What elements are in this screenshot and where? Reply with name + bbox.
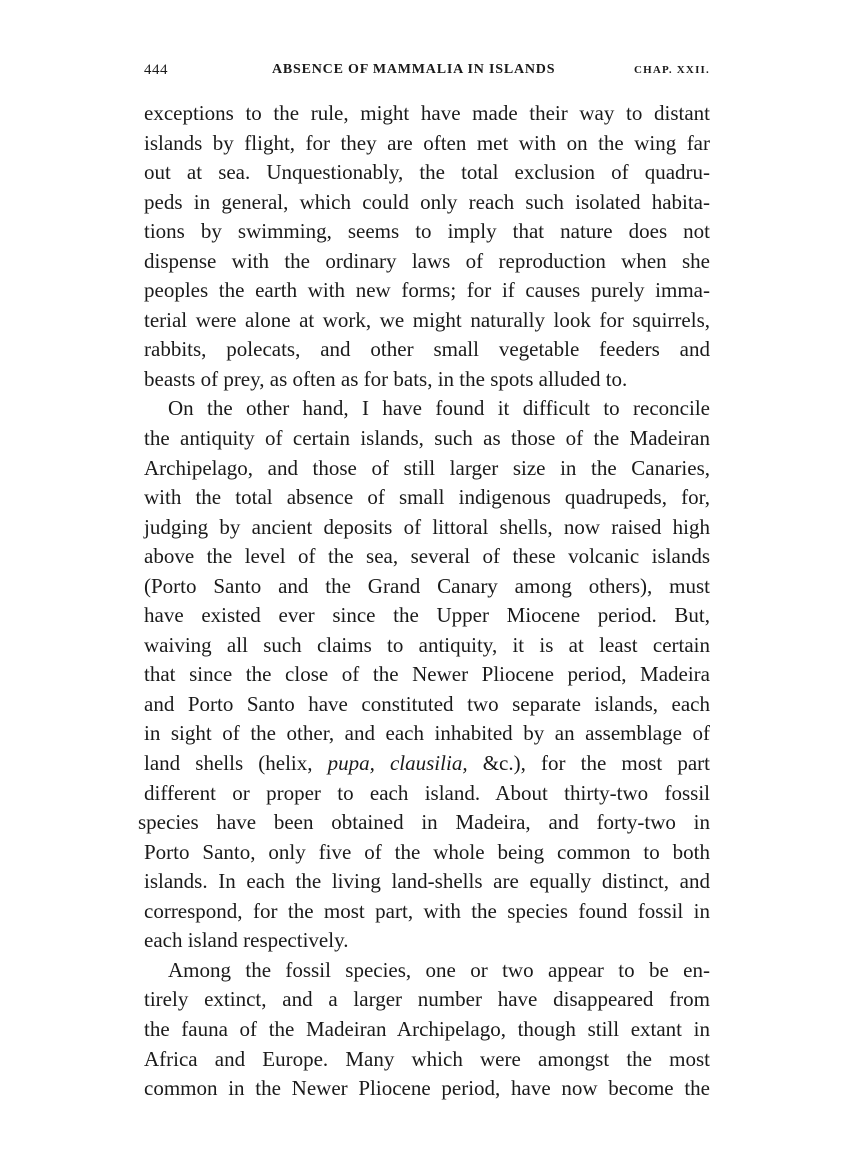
text-line: exceptions to the rule, might have made their way to distant — [144, 101, 710, 125]
text-line: Africa and Europe. Many which were amongst the most — [144, 1046, 710, 1071]
text-line: On the other hand, I have found it difficult to reconcile — [168, 396, 710, 421]
page-number: 444 — [144, 62, 168, 78]
text-line: out at sea. Unquestionably, the total exclusion of quadru- — [144, 160, 710, 185]
body-text — [138, 99, 711, 1104]
text-line: waiving all such claims to antiquity, it is at least certain — [144, 632, 710, 657]
text-line: judging by ancient deposits of littoral shells, now raised high — [144, 514, 710, 539]
text-line: in sight of the other, and each inhabited by an assemblage of — [144, 721, 710, 746]
text-line: each island respectively. — [144, 928, 349, 953]
text-line: different or proper to each island. About thirty-two fossil — [144, 780, 710, 805]
text-line: terial were alone at work, we might naturally look for squirrels, — [144, 307, 710, 332]
text-line: the fauna of the Madeiran Archipelago, though still extant in — [144, 1016, 710, 1041]
running-head — [144, 58, 710, 82]
book-page — [138, 58, 711, 1104]
text-line: tions by swimming, seems to imply that nature does not — [144, 219, 710, 244]
text-line: correspond, for the most part, with the species found fossil in — [144, 898, 710, 923]
text-line: islands. In each the living land-shells are equally distinct, and — [144, 869, 710, 894]
text-line: Porto Santo, only five of the whole being common to both — [144, 839, 710, 864]
running-title: ABSENCE OF MAMMALIA IN ISLANDS — [272, 62, 556, 77]
text-line: tirely extinct, and a larger number have disappeared from — [144, 987, 710, 1012]
chapter-label: CHAP. XXII. — [633, 64, 710, 76]
text-line: beasts of prey, as often as for bats, in the spots alluded to. — [144, 366, 628, 391]
text-line: species have been obtained in Madeira, and forty-two in — [138, 810, 710, 835]
text-line: the antiquity of certain islands, such as those of the Madeiran — [144, 426, 710, 451]
text-line: (Porto Santo and the Grand Canary among others), must — [144, 573, 710, 598]
text-line: common in the Newer Pliocene period, have now become the — [144, 1076, 710, 1101]
text-line: have existed ever since the Upper Miocene period. But, — [144, 603, 710, 628]
text-line: dispense with the ordinary laws of reproduction when she — [144, 248, 710, 273]
text-line: peoples the earth with new forms; for if causes purely imma- — [144, 278, 710, 303]
text-line: rabbits, polecats, and other small vegetable feeders and — [144, 337, 710, 362]
text-line: Among the fossil species, one or two appear to be en- — [168, 957, 710, 982]
text-line: Archipelago, and those of still larger size in the Canaries, — [144, 455, 710, 480]
text-line: land shells (helix, pupa, clausilia, &c.), for the most part — [144, 751, 711, 776]
text-line: islands by flight, for they are often met with on the wing far — [144, 130, 710, 155]
text-line: peds in general, which could only reach such isolated habita- — [144, 189, 710, 214]
text-line: and Porto Santo have constituted two separate islands, each — [144, 691, 710, 716]
text-line: with the total absence of small indigenous quadrupeds, for, — [144, 485, 710, 510]
text-line: that since the close of the Newer Pliocene period, Madeira — [144, 662, 710, 687]
text-line: above the level of the sea, several of these volcanic islands — [144, 544, 710, 569]
